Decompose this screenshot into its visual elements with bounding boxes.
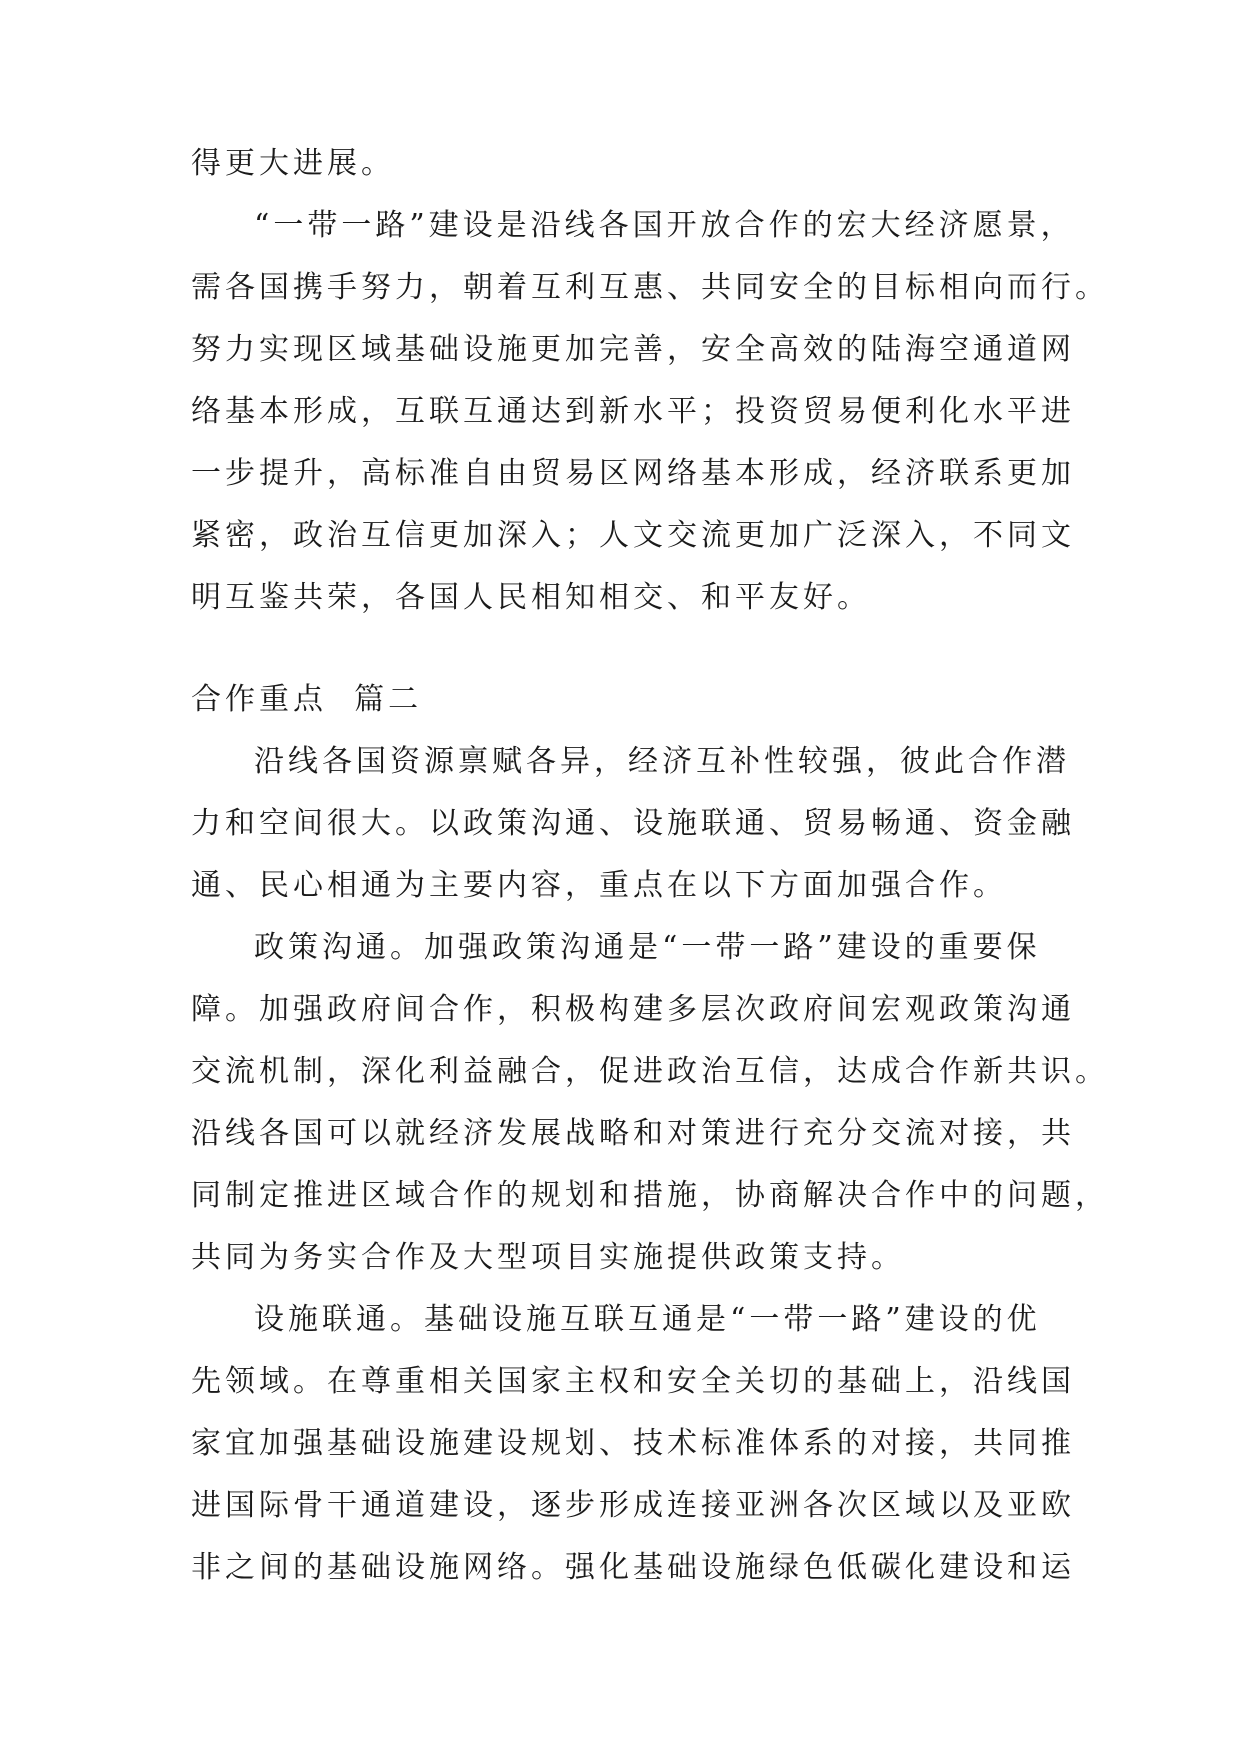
paragraph-line: 力和空间很大。以政策沟通、设施联通、贸易畅通、资金融 [191,806,1075,841]
paragraph-line: 一步提升，高标准自由贸易区网络基本形成，经济联系更加 [191,456,1075,491]
paragraph-line: 交流机制，深化利益融合，促进政治互信，达成合作新共识。 [191,1054,1109,1089]
paragraph-line: 沿线各国可以就经济发展战略和对策进行充分交流对接，共 [191,1116,1075,1151]
paragraph-line: “一带一路”建设是沿线各国开放合作的宏大经济愿景， [254,208,1075,243]
paragraph-line: 通、民心相通为主要内容，重点在以下方面加强合作。 [191,868,1007,903]
paragraph-line: 非之间的基础设施网络。强化基础设施绿色低碳化建设和运 [191,1550,1075,1585]
paragraph-line: 紧密，政治互信更加深入；人文交流更加广泛深入，不同文 [191,518,1075,553]
paragraph-line: 需各国携手努力，朝着互利互惠、共同安全的目标相向而行。 [191,270,1109,305]
paragraph-line: 进国际骨干通道建设，逐步形成连接亚洲各次区域以及亚欧 [191,1488,1075,1523]
paragraph-line: 明互鉴共荣，各国人民相知相交、和平友好。 [191,580,871,615]
paragraph-line: 设施联通。基础设施互联互通是“一带一路”建设的优 [254,1302,1041,1337]
paragraph-line: 努力实现区域基础设施更加完善，安全高效的陆海空通道网 [191,332,1075,367]
paragraph-line: 沿线各国资源禀赋各异，经济互补性较强，彼此合作潜 [254,744,1070,779]
paragraph-line: 家宜加强基础设施建设规划、技术标准体系的对接，共同推 [191,1426,1075,1461]
paragraph-line: 障。加强政府间合作，积极构建多层次政府间宏观政策沟通 [191,992,1075,1027]
paragraph-line: 先领域。在尊重相关国家主权和安全关切的基础上，沿线国 [191,1364,1075,1399]
paragraph-line: 同制定推进区域合作的规划和措施，协商解决合作中的问题， [191,1178,1109,1213]
paragraph-line: 络基本形成，互联互通达到新水平；投资贸易便利化水平进 [191,394,1075,429]
paragraph-line: 共同为务实合作及大型项目实施提供政策支持。 [191,1240,905,1275]
paragraph-line: 政策沟通。加强政策沟通是“一带一路”建设的重要保 [254,930,1041,965]
paragraph-tail-line: 得更大进展。 [191,146,395,181]
section-heading: 合作重点 篇二 [191,682,423,717]
